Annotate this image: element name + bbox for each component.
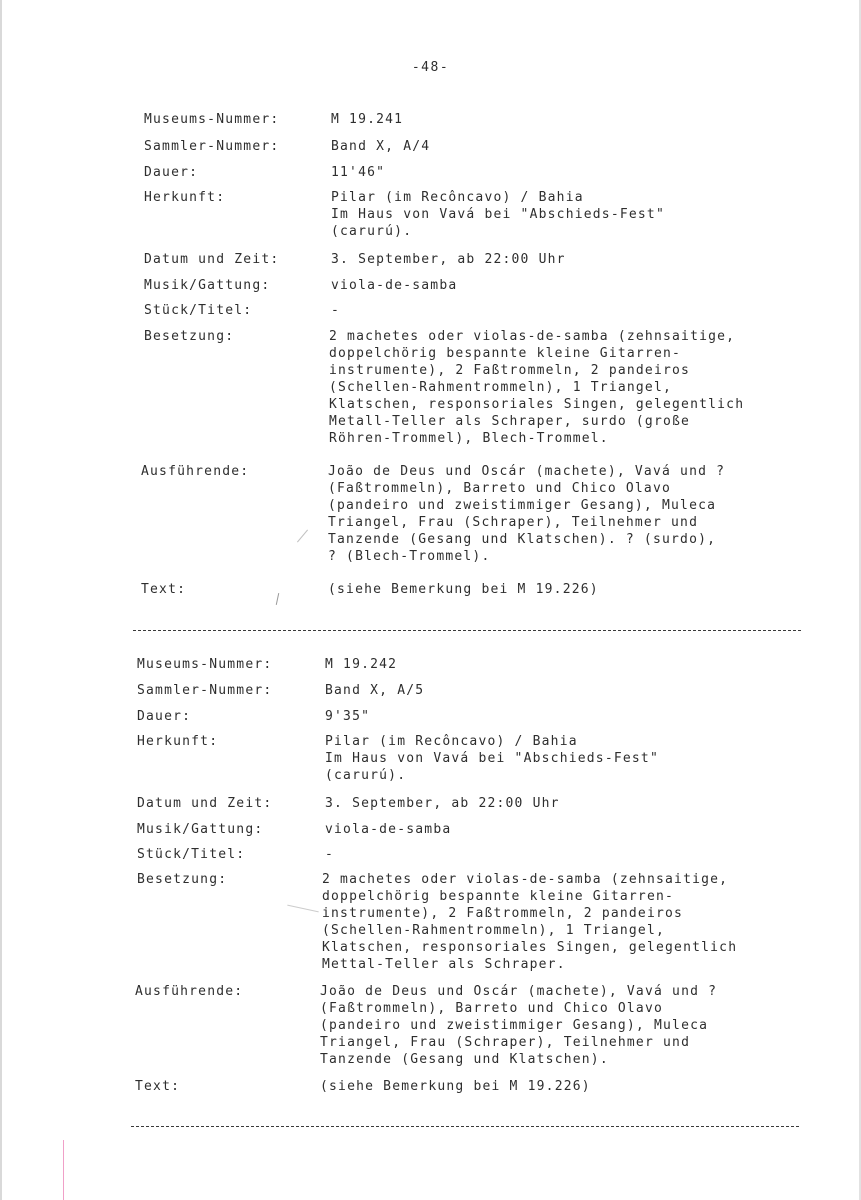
value-genre: viola-de-samba (331, 278, 458, 293)
margin-mark (63, 1140, 64, 1200)
scan-mark (297, 530, 308, 543)
label-performers: Ausführende: (135, 984, 244, 999)
label-museum: Museums-Nummer: (137, 657, 273, 672)
value-text: (siehe Bemerkung bei M 19.226) (320, 1079, 591, 1094)
label-collector: Sammler-Nummer: (137, 683, 273, 698)
label-instrumentation: Besetzung: (137, 872, 228, 887)
value-duration: 9'35" (325, 709, 371, 724)
value-origin: Pilar (im Recôncavo) / Bahia Im Haus von Vavá bei "Abschieds-Fest" (carurú). (325, 734, 659, 783)
label-duration: Dauer: (137, 709, 192, 724)
label-datetime: Datum und Zeit: (137, 796, 273, 811)
value-piece: - (331, 303, 341, 318)
label-instrumentation: Besetzung: (144, 329, 235, 344)
page-edge-left (0, 0, 2, 1200)
value-piece: - (325, 847, 335, 862)
value-collector: Band X, A/4 (331, 139, 431, 154)
value-text: (siehe Bemerkung bei M 19.226) (328, 582, 599, 597)
value-genre: viola-de-samba (325, 822, 452, 837)
label-performers: Ausführende: (141, 464, 250, 479)
label-genre: Musik/Gattung: (144, 278, 271, 293)
label-duration: Dauer: (144, 165, 199, 180)
label-collector: Sammler-Nummer: (144, 139, 280, 154)
label-datetime: Datum und Zeit: (144, 252, 280, 267)
page-number: -48- (411, 60, 450, 75)
label-piece: Stück/Titel: (144, 303, 253, 318)
label-text: Text: (141, 582, 187, 597)
value-instrumentation: 2 machetes oder violas-de-samba (zehnsaitige, doppelchörig bespannte kleine Gitarren- instrumente), 2 Faßtrommeln, 2 pandeiros (Schellen-Rahmentrommeln), 1 Triangel, Klatschen, responsoriales Singen, gelegentlich Mettal-Teller als Schraper. (322, 872, 738, 972)
value-museum: M 19.241 (331, 112, 404, 127)
label-piece: Stück/Titel: (137, 847, 246, 862)
value-datetime: 3. September, ab 22:00 Uhr (325, 796, 560, 811)
label-genre: Musik/Gattung: (137, 822, 264, 837)
value-collector: Band X, A/5 (325, 683, 425, 698)
label-origin: Herkunft: (137, 734, 219, 749)
label-museum: Museums-Nummer: (144, 112, 280, 127)
label-origin: Herkunft: (144, 190, 226, 205)
value-instrumentation: 2 machetes oder violas-de-samba (zehnsaitige, doppelchörig bespannte kleine Gitarren- instrumente), 2 Faßtrommeln, 2 pandeiros (Schellen-Rahmentrommeln), 1 Triangel, Klatschen, responsoriales Singen, gelegentlich Metall-Teller als Schraper, surdo (große Röhren-Trommel), Blech-Trommel. (329, 329, 745, 446)
value-performers: João de Deus und Oscár (machete), Vavá und ? (Faßtrommeln), Barreto und Chico Olavo (pandeiro und zweistimmiger Gesang), Muleca Triangel, Frau (Schraper), Teilnehmer und Tanzende (Gesang und Klatschen). (320, 984, 718, 1067)
value-datetime: 3. September, ab 22:00 Uhr (331, 252, 566, 267)
value-museum: M 19.242 (325, 657, 398, 672)
separator-dashed (131, 1126, 799, 1127)
separator-dashed (133, 630, 801, 631)
value-performers: João de Deus und Oscár (machete), Vavá und ? (Faßtrommeln), Barreto und Chico Olavo (pandeiro und zweistimmiger Gesang), Muleca Triangel, Frau (Schraper), Teilnehmer und Tanzende (Gesang und Klatschen). ? (surdo), ? (Blech-Trommel). (328, 464, 726, 564)
label-text: Text: (135, 1079, 181, 1094)
scan-mark (287, 905, 319, 913)
value-origin: Pilar (im Recôncavo) / Bahia Im Haus von Vavá bei "Abschieds-Fest" (carurú). (331, 190, 665, 239)
value-duration: 11'46" (331, 165, 386, 180)
